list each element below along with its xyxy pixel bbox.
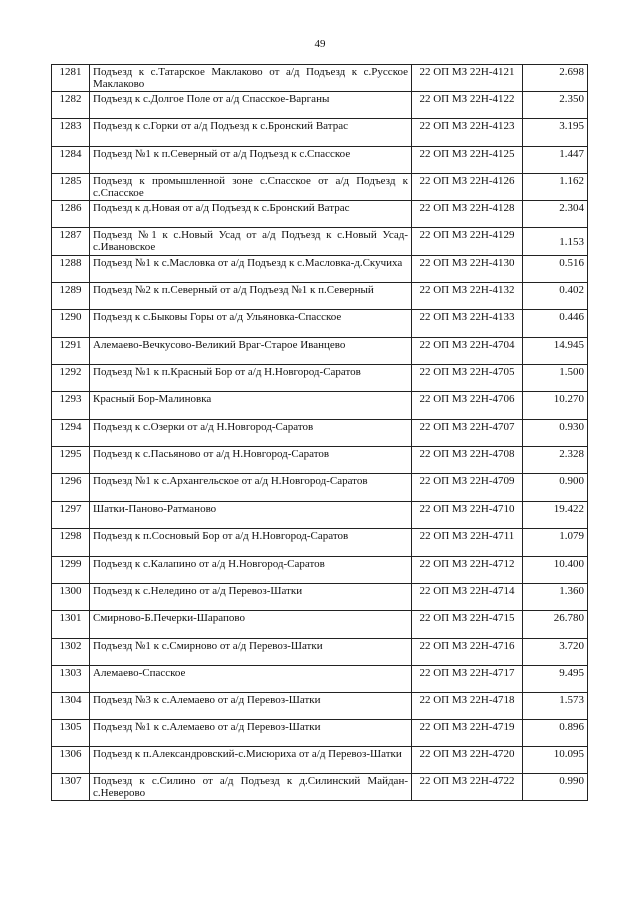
road-id-cell: 22 ОП МЗ 22Н-4714 [412, 584, 523, 611]
road-id-cell: 22 ОП МЗ 22Н-4715 [412, 611, 523, 639]
table-row [52, 774, 588, 801]
road-number-cell: 1288 [52, 256, 90, 283]
road-number-cell: 1285 [52, 174, 90, 201]
road-name-cell: Подъезд к с.Горки от а/д Подъезд к с.Бронский Ватрас [90, 119, 412, 147]
road-length-cell: 0.402 [523, 283, 588, 310]
road-name-cell: Подъезд к промышленной зоне с.Спасское от а/д Подъезд к с.Спасское [90, 174, 412, 201]
road-name-cell: Подъезд к с.Быковы Горы от а/д Ульяновка-Спасское [90, 310, 412, 338]
road-id-cell: 22 ОП МЗ 22Н-4708 [412, 447, 523, 474]
road-length-cell: 1.500 [523, 365, 588, 392]
road-id-cell: 22 ОП МЗ 22Н-4707 [412, 420, 523, 447]
table-row [52, 201, 588, 228]
road-id-cell: 22 ОП МЗ 22Н-4130 [412, 256, 523, 283]
road-name-cell: Подъезд №3 к с.Алемаево от а/д Перевоз-Шатки [90, 693, 412, 720]
table-row [52, 365, 588, 392]
road-id-cell: 22 ОП МЗ 22Н-4132 [412, 283, 523, 310]
road-name-cell: Подъезд к п.Сосновый Бор от а/д Н.Новгород-Саратов [90, 529, 412, 557]
road-name-cell: Подъезд №1 к с.Архангельское от а/д Н.Новгород-Саратов [90, 474, 412, 502]
road-number-cell: 1289 [52, 283, 90, 310]
table-row [52, 147, 588, 174]
road-length-cell: 2.698 [523, 65, 588, 92]
road-name-cell: Подъезд №1 к п.Северный от а/д Подъезд к с.Спасское [90, 147, 412, 174]
road-name-cell: Подъезд к с.Озерки от а/д Н.Новгород-Саратов [90, 420, 412, 447]
table-row [52, 392, 588, 420]
road-number-cell: 1292 [52, 365, 90, 392]
road-number-cell: 1286 [52, 201, 90, 228]
road-name-cell: Подъезд №1 к с.Смирново от а/д Перевоз-Шатки [90, 639, 412, 666]
table-row [52, 502, 588, 529]
table-row [52, 256, 588, 283]
road-name-cell: Подъезд к с.Татарское Маклаково от а/д Подъезд к с.Русское Маклаково [90, 65, 412, 92]
road-name-cell: Подъезд к д.Новая от а/д Подъезд к с.Бронский Ватрас [90, 201, 412, 228]
table-row [52, 529, 588, 557]
road-number-cell: 1299 [52, 557, 90, 584]
road-id-cell: 22 ОП МЗ 22Н-4717 [412, 666, 523, 693]
road-id-cell: 22 ОП МЗ 22Н-4133 [412, 310, 523, 338]
table-row [52, 720, 588, 747]
road-length-cell: 0.990 [523, 774, 588, 801]
road-length-cell: 9.495 [523, 666, 588, 693]
road-name-cell: Подъезд №2 к п.Северный от а/д Подъезд №1 к п.Северный [90, 283, 412, 310]
road-number-cell: 1305 [52, 720, 90, 747]
road-number-cell: 1304 [52, 693, 90, 720]
road-name-cell: Красный Бор-Малиновка [90, 392, 412, 420]
table-row [52, 119, 588, 147]
road-length-cell: 2.328 [523, 447, 588, 474]
table-row [52, 310, 588, 338]
road-length-cell: 10.270 [523, 392, 588, 420]
road-number-cell: 1287 [52, 228, 90, 256]
road-id-cell: 22 ОП МЗ 22Н-4711 [412, 529, 523, 557]
road-name-cell: Подъезд №1 к с.Алемаево от а/д Перевоз-Шатки [90, 720, 412, 747]
road-length-cell: 19.422 [523, 502, 588, 529]
table-row [52, 584, 588, 611]
road-length-cell: 0.896 [523, 720, 588, 747]
road-name-cell: Подъезд к с.Калапино от а/д Н.Новгород-Саратов [90, 557, 412, 584]
road-number-cell: 1296 [52, 474, 90, 502]
road-number-cell: 1300 [52, 584, 90, 611]
road-length-cell: 0.446 [523, 310, 588, 338]
road-id-cell: 22 ОП МЗ 22Н-4123 [412, 119, 523, 147]
road-id-cell: 22 ОП МЗ 22Н-4720 [412, 747, 523, 774]
road-number-cell: 1302 [52, 639, 90, 666]
road-id-cell: 22 ОП МЗ 22Н-4712 [412, 557, 523, 584]
road-id-cell: 22 ОП МЗ 22Н-4704 [412, 338, 523, 365]
road-length-cell: 1.162 [523, 174, 588, 201]
road-number-cell: 1303 [52, 666, 90, 693]
road-number-cell: 1301 [52, 611, 90, 639]
road-length-cell: 26.780 [523, 611, 588, 639]
road-id-cell: 22 ОП МЗ 22Н-4122 [412, 92, 523, 119]
table-row [52, 174, 588, 201]
road-name-cell: Подъезд к с.Пасьяново от а/д Н.Новгород-Саратов [90, 447, 412, 474]
road-number-cell: 1290 [52, 310, 90, 338]
road-length-cell: 2.304 [523, 201, 588, 228]
road-length-cell: 0.930 [523, 420, 588, 447]
table-row [52, 92, 588, 119]
road-number-cell: 1306 [52, 747, 90, 774]
road-id-cell: 22 ОП МЗ 22Н-4125 [412, 147, 523, 174]
road-name-cell: Подъезд №1 к п.Красный Бор от а/д Н.Новгород-Саратов [90, 365, 412, 392]
road-number-cell: 1297 [52, 502, 90, 529]
road-name-cell: Подъезд к с.Неледино от а/д Перевоз-Шатки [90, 584, 412, 611]
road-name-cell: Подъезд к с.Долгое Поле от а/д Спасское-Варганы [90, 92, 412, 119]
table-row [52, 666, 588, 693]
table-row [52, 338, 588, 365]
road-number-cell: 1284 [52, 147, 90, 174]
road-id-cell: 22 ОП МЗ 22Н-4709 [412, 474, 523, 502]
road-length-cell: 1.360 [523, 584, 588, 611]
road-length-cell: 10.095 [523, 747, 588, 774]
road-number-cell: 1283 [52, 119, 90, 147]
table-row [52, 693, 588, 720]
road-length-cell: 1.153 [523, 228, 588, 256]
road-number-cell: 1282 [52, 92, 90, 119]
table-row [52, 283, 588, 310]
road-length-cell: 1.079 [523, 529, 588, 557]
road-length-cell: 3.720 [523, 639, 588, 666]
road-length-cell: 3.195 [523, 119, 588, 147]
table-row [52, 65, 588, 92]
table-row [52, 420, 588, 447]
road-id-cell: 22 ОП МЗ 22Н-4710 [412, 502, 523, 529]
road-name-cell: Алемаево-Вечкусово-Великий Враг-Старое Иванцево [90, 338, 412, 365]
road-name-cell: Подъезд №1 к с.Масловка от а/д Подъезд к с.Масловка-д.Скучиха [90, 256, 412, 283]
road-length-cell: 0.516 [523, 256, 588, 283]
road-length-cell: 1.447 [523, 147, 588, 174]
road-id-cell: 22 ОП МЗ 22Н-4722 [412, 774, 523, 801]
road-id-cell: 22 ОП МЗ 22Н-4121 [412, 65, 523, 92]
road-number-cell: 1291 [52, 338, 90, 365]
table-row [52, 228, 588, 256]
table-row [52, 747, 588, 774]
road-name-cell: Подъезд к п.Александровский-с.Мисюриха от а/д Перевоз-Шатки [90, 747, 412, 774]
table-row [52, 639, 588, 666]
road-number-cell: 1298 [52, 529, 90, 557]
road-id-cell: 22 ОП МЗ 22Н-4126 [412, 174, 523, 201]
road-id-cell: 22 ОП МЗ 22Н-4718 [412, 693, 523, 720]
road-number-cell: 1307 [52, 774, 90, 801]
road-number-cell: 1281 [52, 65, 90, 92]
road-id-cell: 22 ОП МЗ 22Н-4719 [412, 720, 523, 747]
road-name-cell: Шатки-Паново-Ратманово [90, 502, 412, 529]
road-id-cell: 22 ОП МЗ 22Н-4705 [412, 365, 523, 392]
road-number-cell: 1295 [52, 447, 90, 474]
page-number: 49 [314, 38, 326, 50]
road-number-cell: 1293 [52, 392, 90, 420]
road-length-cell: 1.573 [523, 693, 588, 720]
road-id-cell: 22 ОП МЗ 22Н-4716 [412, 639, 523, 666]
road-length-cell: 14.945 [523, 338, 588, 365]
road-length-cell: 0.900 [523, 474, 588, 502]
road-number-cell: 1294 [52, 420, 90, 447]
road-name-cell: Подъезд №1 к с.Новый Усад от а/д Подъезд к с.Новый Усад-с.Ивановское [90, 228, 412, 256]
road-name-cell: Подъезд к с.Силино от а/д Подъезд к д.Силинский Майдан-с.Неверово [90, 774, 412, 801]
road-length-cell: 2.350 [523, 92, 588, 119]
table-row [52, 447, 588, 474]
road-id-cell: 22 ОП МЗ 22Н-4129 [412, 228, 523, 256]
road-name-cell: Смирново-Б.Печерки-Шарапово [90, 611, 412, 639]
road-length-cell: 10.400 [523, 557, 588, 584]
roads-table-body [52, 65, 588, 801]
road-id-cell: 22 ОП МЗ 22Н-4128 [412, 201, 523, 228]
road-id-cell: 22 ОП МЗ 22Н-4706 [412, 392, 523, 420]
roads-table [51, 64, 588, 801]
table-row [52, 557, 588, 584]
road-name-cell: Алемаево-Спасское [90, 666, 412, 693]
table-row [52, 611, 588, 639]
table-row [52, 474, 588, 502]
